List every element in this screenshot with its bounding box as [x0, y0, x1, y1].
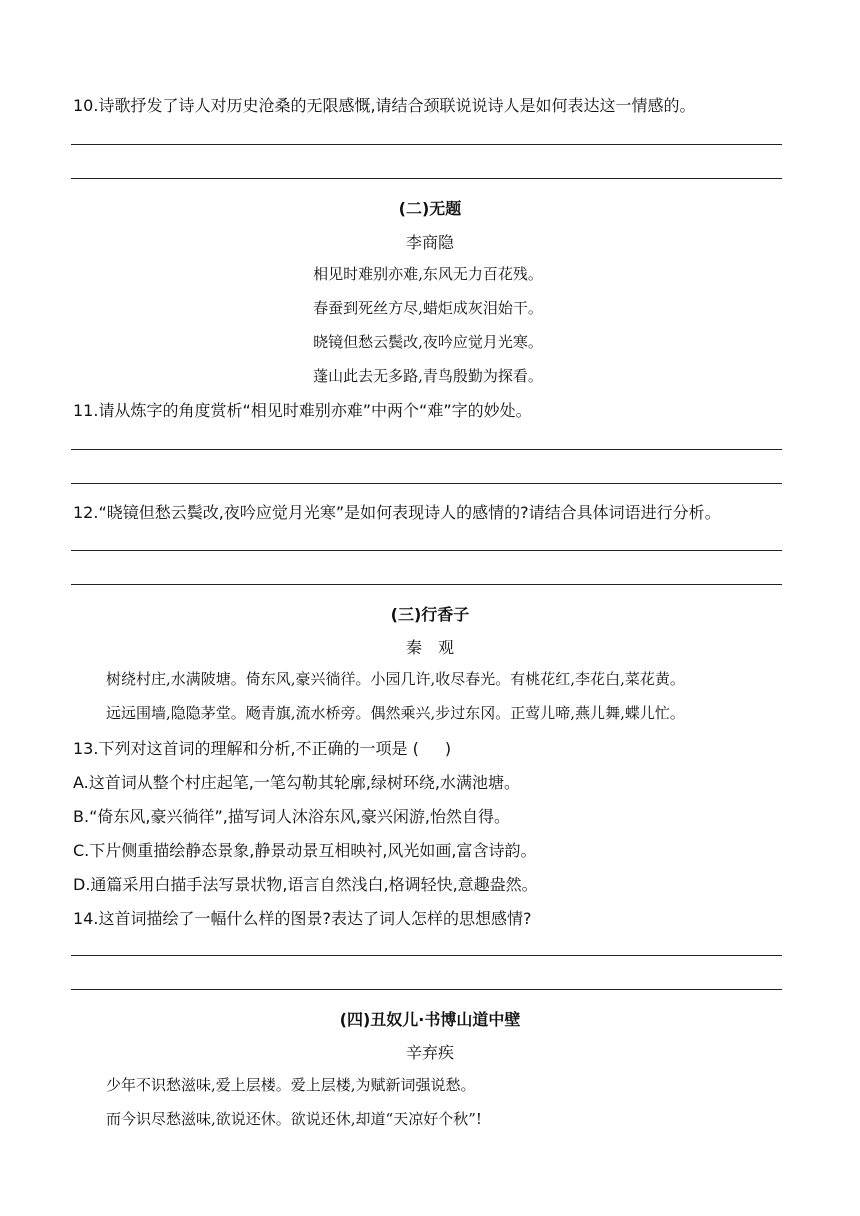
poem-line: 蓬山此去无多路,青鸟殷勤为探看。	[313, 367, 543, 385]
question-12: 12.“晓镜但愁云鬓改,夜吟应觉月光寒”是如何表现诗人的感情的?请结合具体词语进行分析。	[73, 503, 721, 522]
section-title: (四)丑奴儿·书博山道中壁	[339, 1010, 521, 1029]
question-11: 11.请从炼字的角度赏析“相见时难别亦难”中两个“难”字的妙处。	[73, 401, 532, 420]
question-14: 14.这首词描绘了一幅什么样的图景?表达了词人怎样的思想感情?	[73, 909, 532, 928]
answer-line	[71, 955, 782, 956]
question-10: 10.诗歌抒发了诗人对历史沧桑的无限感慨,请结合颈联说说诗人是如何表达这一情感的。	[73, 96, 696, 115]
poem-line: 相见时难别亦难,东风无力百花残。	[313, 265, 543, 283]
poem-line: 晓镜但愁云鬓改,夜吟应觉月光寒。	[313, 333, 543, 351]
answer-bracket-close: )	[444, 739, 452, 758]
option-c: C.下片侧重描绘静态景象,静景动景互相映衬,风光如画,富含诗韵。	[73, 841, 537, 860]
poem-author: 辛弃疾	[405, 1043, 454, 1062]
answer-bracket-open: (	[412, 739, 419, 758]
poem-line: 春蚕到死丝方尽,蜡炬成灰泪始干。	[313, 299, 543, 317]
poem-line: 远远围墙,隐隐茅堂。飏青旗,流水桥旁。偶然乘兴,步过东冈。正莺儿啼,燕儿舞,蝶儿忙。	[106, 704, 685, 722]
section-title: (二)无题	[398, 199, 462, 218]
answer-line	[71, 584, 782, 585]
answer-line	[71, 550, 782, 551]
answer-line	[71, 989, 782, 990]
option-d: D.通篇采用白描手法写景状物,语言自然浅白,格调轻快,意趣盎然。	[73, 875, 538, 894]
option-b: B.“倚东风,豪兴徜徉”,描写词人沐浴东风,豪兴闲游,怡然自得。	[73, 807, 510, 826]
section-title: (三)行香子	[390, 605, 470, 624]
answer-line	[71, 449, 782, 450]
question-13-stem: 13.下列对这首词的理解和分析,不正确的一项是	[73, 739, 408, 758]
answer-line	[71, 178, 782, 179]
answer-line	[71, 144, 782, 145]
question-13	[73, 736, 451, 759]
answer-line	[71, 483, 782, 484]
poem-author: 李商隐	[405, 233, 454, 252]
poem-line: 树绕村庄,水满陂塘。倚东风,豪兴徜徉。小园几许,收尽春光。有桃花红,李花白,菜花黄。	[106, 670, 685, 688]
option-a: A.这首词从整个村庄起笔,一笔勾勒其轮廓,绿树环绕,水满池塘。	[73, 773, 521, 792]
poem-author: 秦 观	[405, 638, 454, 657]
poem-line: 而今识尽愁滋味,欲说还休。欲说还休,却道“天凉好个秋”!	[106, 1110, 482, 1128]
poem-line: 少年不识愁滋味,爱上层楼。爱上层楼,为赋新词强说愁。	[106, 1076, 476, 1094]
